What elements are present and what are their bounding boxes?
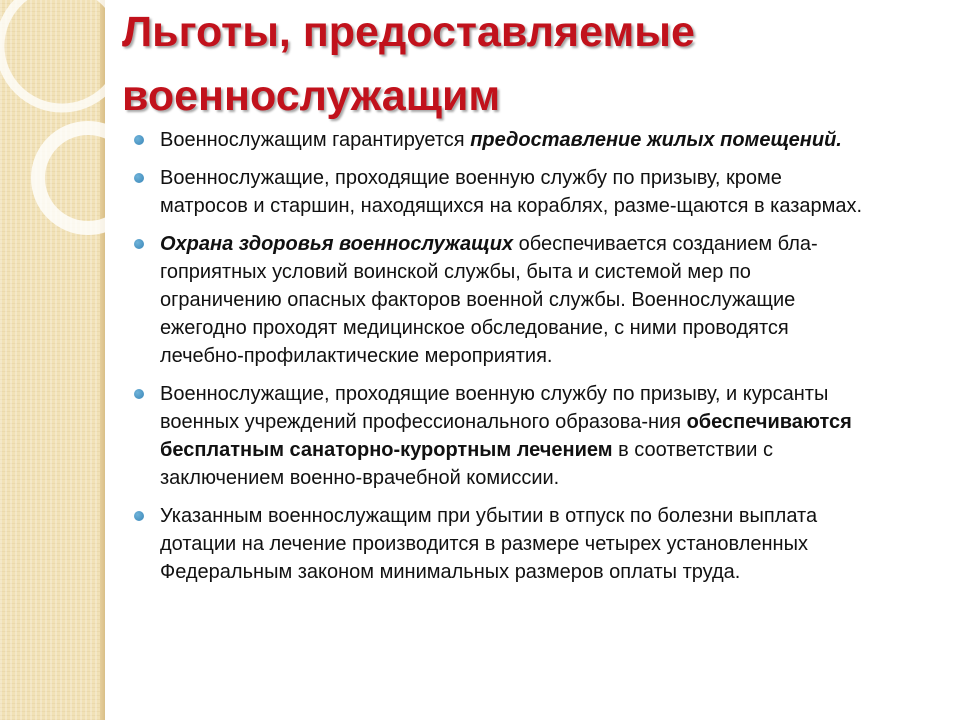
bullet-1-period: .: [836, 129, 842, 151]
bullet-dot-icon: [134, 135, 144, 145]
bullet-3-text: обеспечивается созданием бла-гоприятных условий воинской службы, быта и системой мер по ограничению опасных факторов военной службы. Военнослужащие ежегодно проходят медицинское обследование, с ними проводятся лечебно-профилактические мероприятия.: [160, 233, 818, 367]
bullet-item-4: [134, 380, 874, 492]
decorative-ring-large: [0, 0, 124, 108]
bullet-1-emphasis: предоставление жилых помещений: [470, 129, 837, 151]
bullet-1-text: Военнослужащим гарантируется: [160, 129, 471, 151]
bullet-2-text: Военнослужащие, проходящие военную службу по призыву, кроме матросов и старшин, находящихся на кораблях, разме-щаются в казармах.: [160, 167, 863, 217]
bullet-item-2: [134, 164, 874, 220]
bullet-dot-icon: [134, 239, 144, 249]
bullet-list: [134, 126, 874, 596]
decorative-ring-small: [38, 128, 138, 228]
slide-title: Льготы, предоставляемые военнослужащим: [122, 8, 695, 120]
bullet-4-text: Военнослужащие, проходящие военную службу по призыву, и курсанты военных учреждений профессионального образова-ния: [160, 383, 829, 433]
bullet-item-3: [134, 230, 874, 370]
bullet-dot-icon: [134, 389, 144, 399]
bullet-item-5: [134, 502, 874, 586]
bullet-4-emphasis: обеспечиваются бесплатным санаторно-курортным лечением: [160, 411, 852, 461]
bullet-dot-icon: [134, 173, 144, 183]
bullet-dot-icon: [134, 511, 144, 521]
bullet-4-text-end: в соответствии с заключением военно-врачебной комиссии.: [160, 439, 773, 489]
bullet-item-1: [134, 126, 874, 154]
bullet-3-emphasis: Охрана здоровья военнослужащих: [160, 233, 514, 255]
bullet-5-text: Указанным военнослужащим при убытии в отпуск по болезни выплата дотации на лечение производится в размере четырех установленных Федеральным законом минимальных размеров оплаты труда.: [160, 505, 818, 583]
